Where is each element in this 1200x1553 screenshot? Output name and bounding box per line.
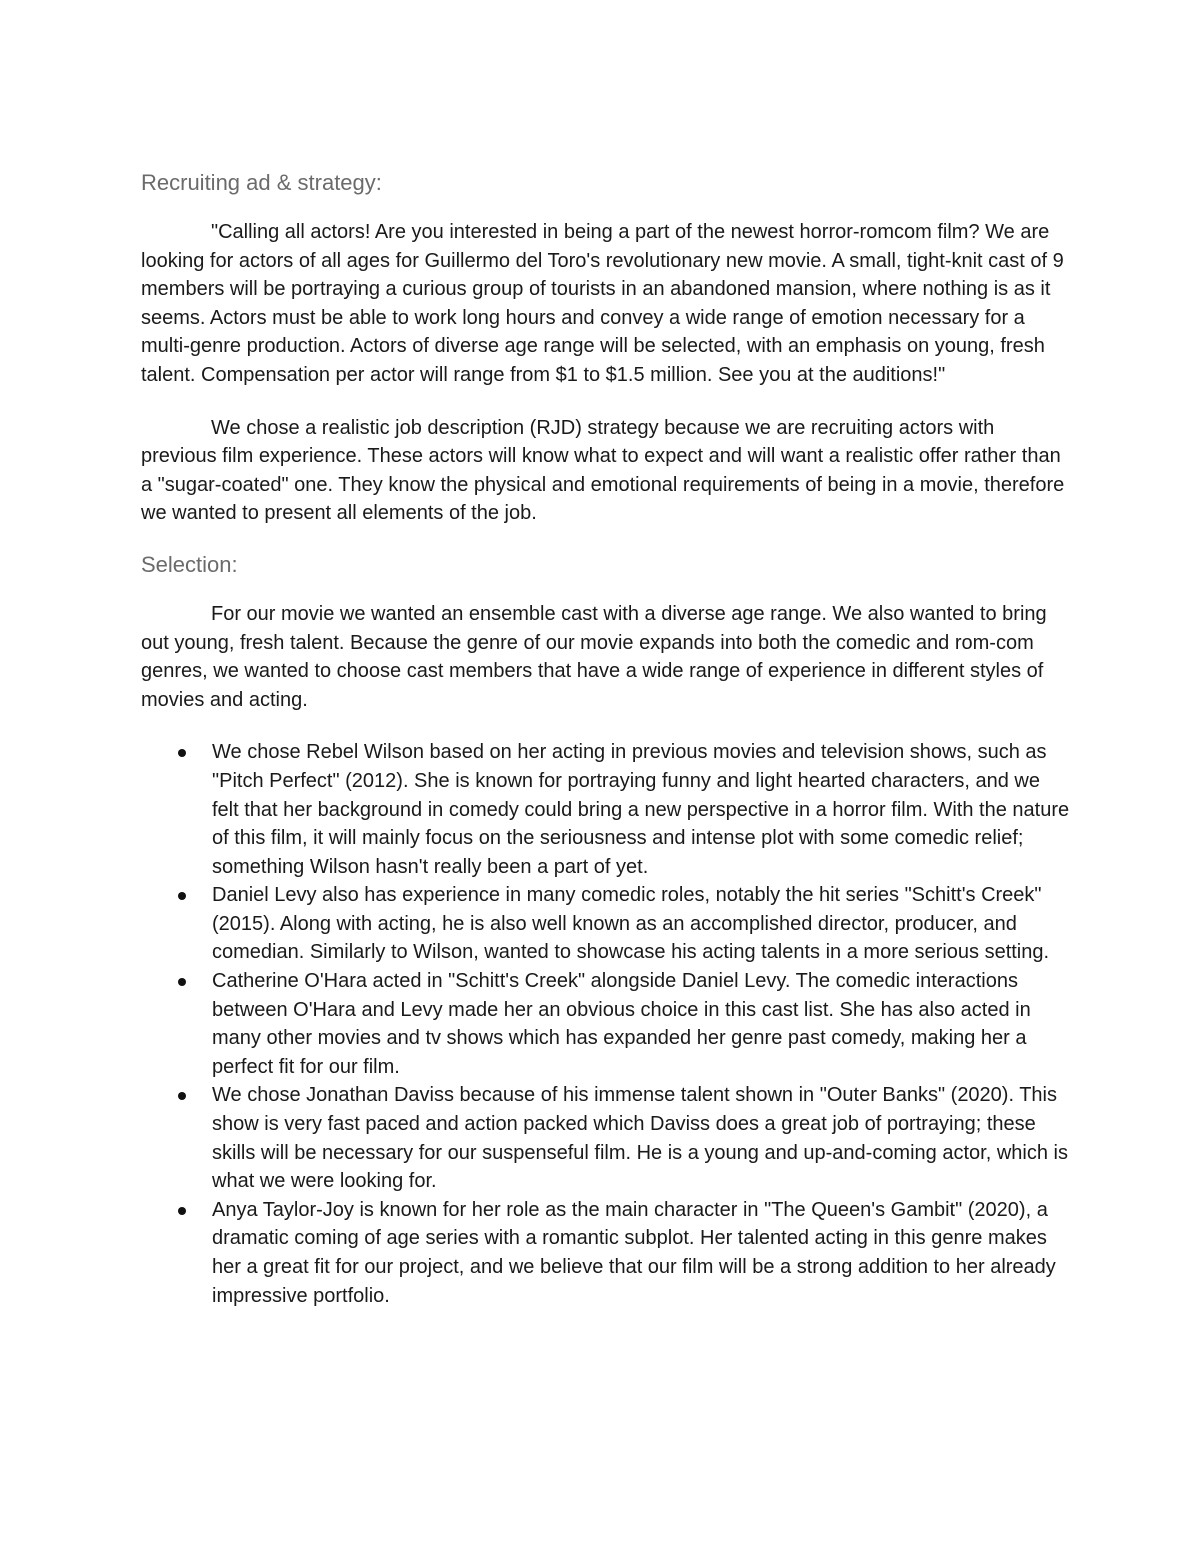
selection-intro-paragraph: For our movie we wanted an ensemble cast with a diverse age range. We also wanted to bring out young, fresh talent. Because the genre of our movie expands into both the comedic and rom-com genres, we wanted to choose cast members that have a wide range of experience in different styles of movies and acting. (141, 602, 1047, 711)
bullet-icon (178, 978, 186, 986)
list-item (141, 881, 1071, 967)
bullet-icon (178, 749, 186, 757)
bullet-icon (178, 1207, 186, 1215)
list-item (141, 967, 1071, 1081)
list-item (141, 738, 1071, 881)
list-item-text: Anya Taylor-Joy is known for her role as the main character in "The Queen's Gambit" (2020), a dramatic coming of age series with a romantic subplot. Her talented acting in this genre makes her a great fit for our project, and we believe that our film will be a strong addition to her already impressive portfolio. (212, 1198, 1056, 1307)
list-item (141, 1081, 1071, 1195)
bullet-icon (178, 1092, 186, 1100)
list-item (141, 1196, 1071, 1310)
cast-bullet-list (141, 738, 1071, 1310)
list-item-text: Catherine O'Hara acted in "Schitt's Creek" alongside Daniel Levy. The comedic interactions between O'Hara and Levy made her an obvious choice in this cast list. She has also acted in many other movies and tv shows which has expanded her genre past comedy, making her a perfect fit for our film. (212, 970, 1031, 1078)
recruiting-ad-paragraph: "Calling all actors! Are you interested in being a part of the newest horror-romcom film? We are looking for actors of all ages for Guillermo del Toro's revolutionary new movie. A small, tight-knit cast of 9 members will be portraying a curious group of tourists in an abandoned mansion, where nothing is as it seems. Actors must be able to work long hours and convey a wide range of emotion necessary for a multi-genre production. Actors of diverse age range will be selected, with an emphasis on young, fresh talent. Compensation per actor will range from $1 to $1.5 million. See you at the auditions!" (141, 221, 1064, 386)
bullet-icon (178, 892, 186, 900)
list-item-text: We chose Jonathan Daviss because of his immense talent shown in "Outer Banks" (2020). This show is very fast paced and action packed which Daviss does a great job of portraying; these skills will be necessary for our suspenseful film. He is a young and up-and-coming actor, which is what we were looking for. (212, 1084, 1068, 1193)
recruiting-heading: Recruiting ad & strategy: (141, 170, 382, 195)
selection-heading: Selection: (141, 551, 238, 577)
list-item-text: Daniel Levy also has experience in many comedic roles, notably the hit series "Schitt's Creek" (2015). Along with acting, he is also well known as an accomplished director, producer, and comedian. Similarly to Wilson, wanted to showcase his acting talents in a more serious setting. (212, 884, 1050, 964)
list-item-text: We chose Rebel Wilson based on her acting in previous movies and television shows, such as "Pitch Perfect" (2012). She is known for portraying funny and light hearted characters, and we felt that her background in comedy could bring a new perspective in a horror film. With the nature of this film, it will mainly focus on the seriousness and intense plot with some comedic relief; something Wilson hasn't really been a part of yet. (212, 741, 1070, 878)
strategy-paragraph: We chose a realistic job description (RJD) strategy because we are recruiting actors with previous film experience. These actors will know what to expect and will want a realistic offer rather than a "sugar-coated" one. They know the physical and emotional requirements of being in a movie, therefore we wanted to present all elements of the job. (141, 416, 1065, 525)
document-page (141, 168, 1071, 1310)
